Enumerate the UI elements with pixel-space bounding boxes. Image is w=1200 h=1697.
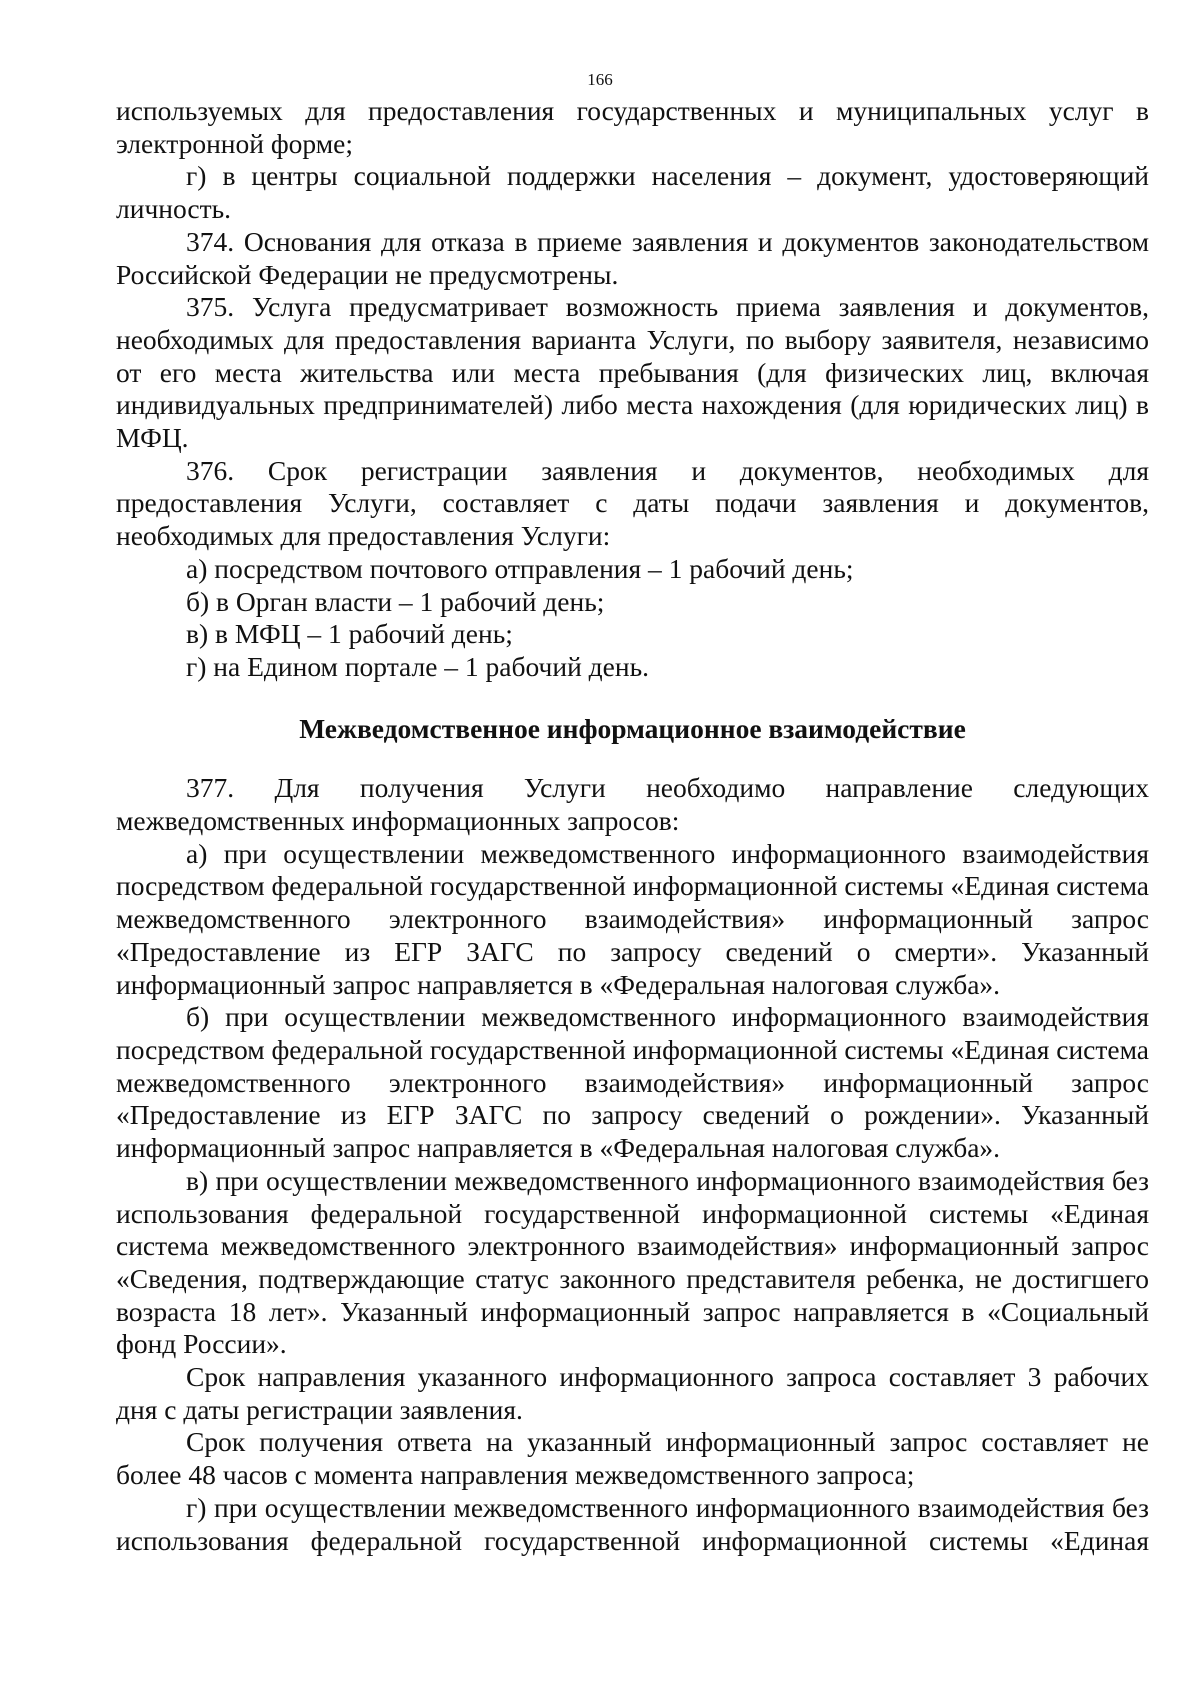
list-item: в) при осуществлении межведомственного информационного взаимодействия без использования федеральной государственной информационной системы «Единая система межведомственного электронного взаимодействия» информационный запрос «Сведения, подтверждающие статус законного представителя ребенка, не достигшего возраста 18 лет». Указанный информационный запрос направляется в «Социальный фонд России». [116,1164,1149,1360]
list-item: б) при осуществлении межведомственного информационного взаимодействия посредством федеральной государственной информационной системы «Единая система межведомственного электронного взаимодействия» информационный запрос «Предоставление из ЕГР ЗАГС по запросу сведений о рождении». Указанный информационный запрос направляется в «Федеральная налоговая служба». [116,1001,1150,1164]
paragraph: используемых для предоставления государственных и муниципальных услуг в электронной форме; [116,95,1149,159]
list-item: а) посредством почтового отправления – 1 рабочий день; [186,552,854,584]
paragraph: Срок направления указанного информационного запроса составляет 3 рабочих дня с даты регистрации заявления. [116,1361,1149,1425]
paragraph: 376. Срок регистрации заявления и документов, необходимых для предоставления Услуги, составляет с даты подачи заявления и документов, необходимых для предоставления Услуги: [116,454,1149,552]
paragraph: 375. Услуга предусматривает возможность приема заявления и документов, необходимых для предоставления варианта Услуги, по выбору заявителя, независимо от его места жительства или места пребывания (для физических лиц, включая индивидуальных предпринимателей) либо места нахождения (для юридических лиц) в МФЦ. [116,291,1149,454]
section-heading: Межведомственное информационное взаимодействие [299,712,966,744]
paragraph: 377. Для получения Услуги необходимо направление следующих межведомственных информационных запросов: [116,772,1149,837]
list-item: г) на Едином портале – 1 рабочий день. [186,650,650,682]
document-body [116,95,1149,1557]
paragraph: г) в центры социальной поддержки населения – документ, удостоверяющий личность. [116,160,1149,225]
page-number: 166 [587,70,613,89]
list-item: в) в МФЦ – 1 рабочий день; [186,618,513,650]
list-item: г) при осуществлении межведомственного информационного взаимодействия без использования федеральной государственной информационной системы «Единая [116,1491,1149,1556]
list-item: б) в Орган власти – 1 рабочий день; [186,585,605,617]
paragraph: Срок получения ответа на указанный информационный запрос составляет не более 48 часов с момента направления межведомственного запроса; [116,1426,1149,1491]
paragraph: 374. Основания для отказа в приеме заявления и документов законодательством Российской Федерации не предусмотрены. [116,225,1149,290]
list-item: а) при осуществлении межведомственного информационного взаимодействия посредством федеральной государственной информационной системы «Единая система межведомственного электронного взаимодействия» информационный запрос «Предоставление из ЕГР ЗАГС по запросу сведений о смерти». Указанный информационный запрос направляется в «Федеральная налоговая служба». [116,837,1150,1000]
